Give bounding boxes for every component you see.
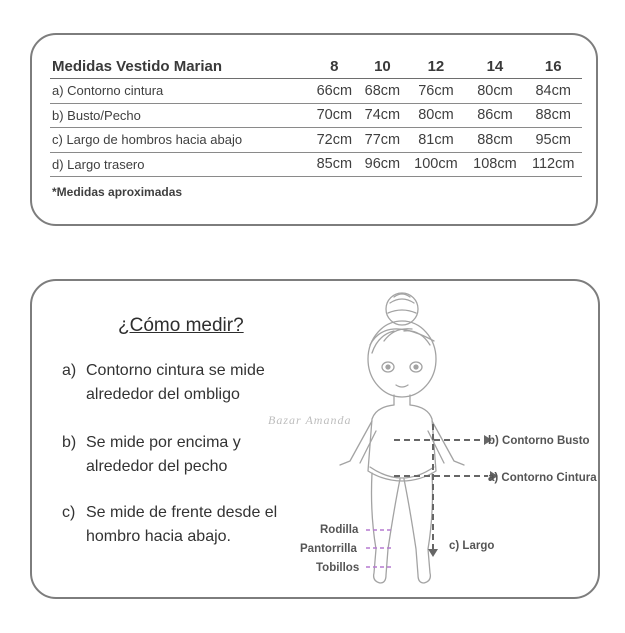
step-text: Se mide de frente desde el hombro hacia abajo. bbox=[86, 504, 278, 545]
table-row bbox=[50, 152, 582, 177]
approximate-measures-note: *Medidas aproximadas bbox=[52, 185, 183, 199]
table-row bbox=[50, 79, 582, 104]
step-marker: b) bbox=[62, 434, 77, 451]
table-cell: 77cm bbox=[358, 128, 406, 153]
table-cell: 80cm bbox=[465, 79, 524, 104]
table-row bbox=[50, 128, 582, 153]
length-arrowhead bbox=[428, 549, 438, 557]
row-label: b) Busto/Pecho bbox=[50, 103, 310, 128]
measurement-lines bbox=[394, 424, 488, 551]
how-to-measure-card bbox=[30, 279, 600, 599]
row-label: a) Contorno cintura bbox=[50, 79, 310, 104]
how-to-measure-title: ¿Cómo medir? bbox=[118, 315, 244, 336]
child-sketch bbox=[340, 293, 464, 583]
table-cell: 74cm bbox=[358, 103, 406, 128]
size-header-8: 8 bbox=[310, 56, 358, 79]
ankle-label: Tobillos bbox=[316, 562, 360, 574]
step-text: Contorno cintura se mide alrededor del ombligo bbox=[86, 362, 265, 403]
table-cell: 88cm bbox=[465, 128, 524, 153]
calf-label: Pantorrilla bbox=[300, 543, 357, 555]
bust-label: b) Contorno Busto bbox=[488, 435, 590, 447]
table-cell: 70cm bbox=[310, 103, 358, 128]
waist-label: a) Contorno Cintura bbox=[488, 472, 597, 484]
table-cell: 108cm bbox=[465, 152, 524, 177]
table-cell: 68cm bbox=[358, 79, 406, 104]
size-header-14: 14 bbox=[465, 56, 524, 79]
table-cell: 86cm bbox=[465, 103, 524, 128]
table-cell: 66cm bbox=[310, 79, 358, 104]
watermark-text: Bazar Amanda bbox=[268, 413, 352, 427]
table-cell: 76cm bbox=[406, 79, 465, 104]
size-table-title: Medidas Vestido Marian bbox=[50, 56, 310, 79]
table-cell: 80cm bbox=[406, 103, 465, 128]
step-marker: a) bbox=[62, 362, 77, 379]
row-label: d) Largo trasero bbox=[50, 152, 310, 177]
step-text: Se mide por encima y alrededor del pecho bbox=[86, 434, 241, 475]
table-cell: 81cm bbox=[406, 128, 465, 153]
size-header-12: 12 bbox=[406, 56, 465, 79]
knee-label: Rodilla bbox=[320, 524, 359, 536]
step-marker: c) bbox=[62, 504, 76, 521]
size-header-10: 10 bbox=[358, 56, 406, 79]
table-cell: 100cm bbox=[406, 152, 465, 177]
table-cell: 96cm bbox=[358, 152, 406, 177]
size-header-16: 16 bbox=[524, 56, 582, 79]
child-figure-illustration bbox=[32, 281, 602, 601]
table-cell: 88cm bbox=[524, 103, 582, 128]
size-table bbox=[50, 56, 582, 177]
size-table-card bbox=[30, 33, 598, 226]
row-label: c) Largo de hombros hacia abajo bbox=[50, 128, 310, 153]
length-label: c) Largo bbox=[449, 540, 495, 552]
table-cell: 95cm bbox=[524, 128, 582, 153]
table-cell: 112cm bbox=[524, 152, 582, 177]
table-row bbox=[50, 103, 582, 128]
size-table-header-row bbox=[50, 56, 582, 79]
table-cell: 84cm bbox=[524, 79, 582, 104]
table-cell: 85cm bbox=[310, 152, 358, 177]
table-cell: 72cm bbox=[310, 128, 358, 153]
